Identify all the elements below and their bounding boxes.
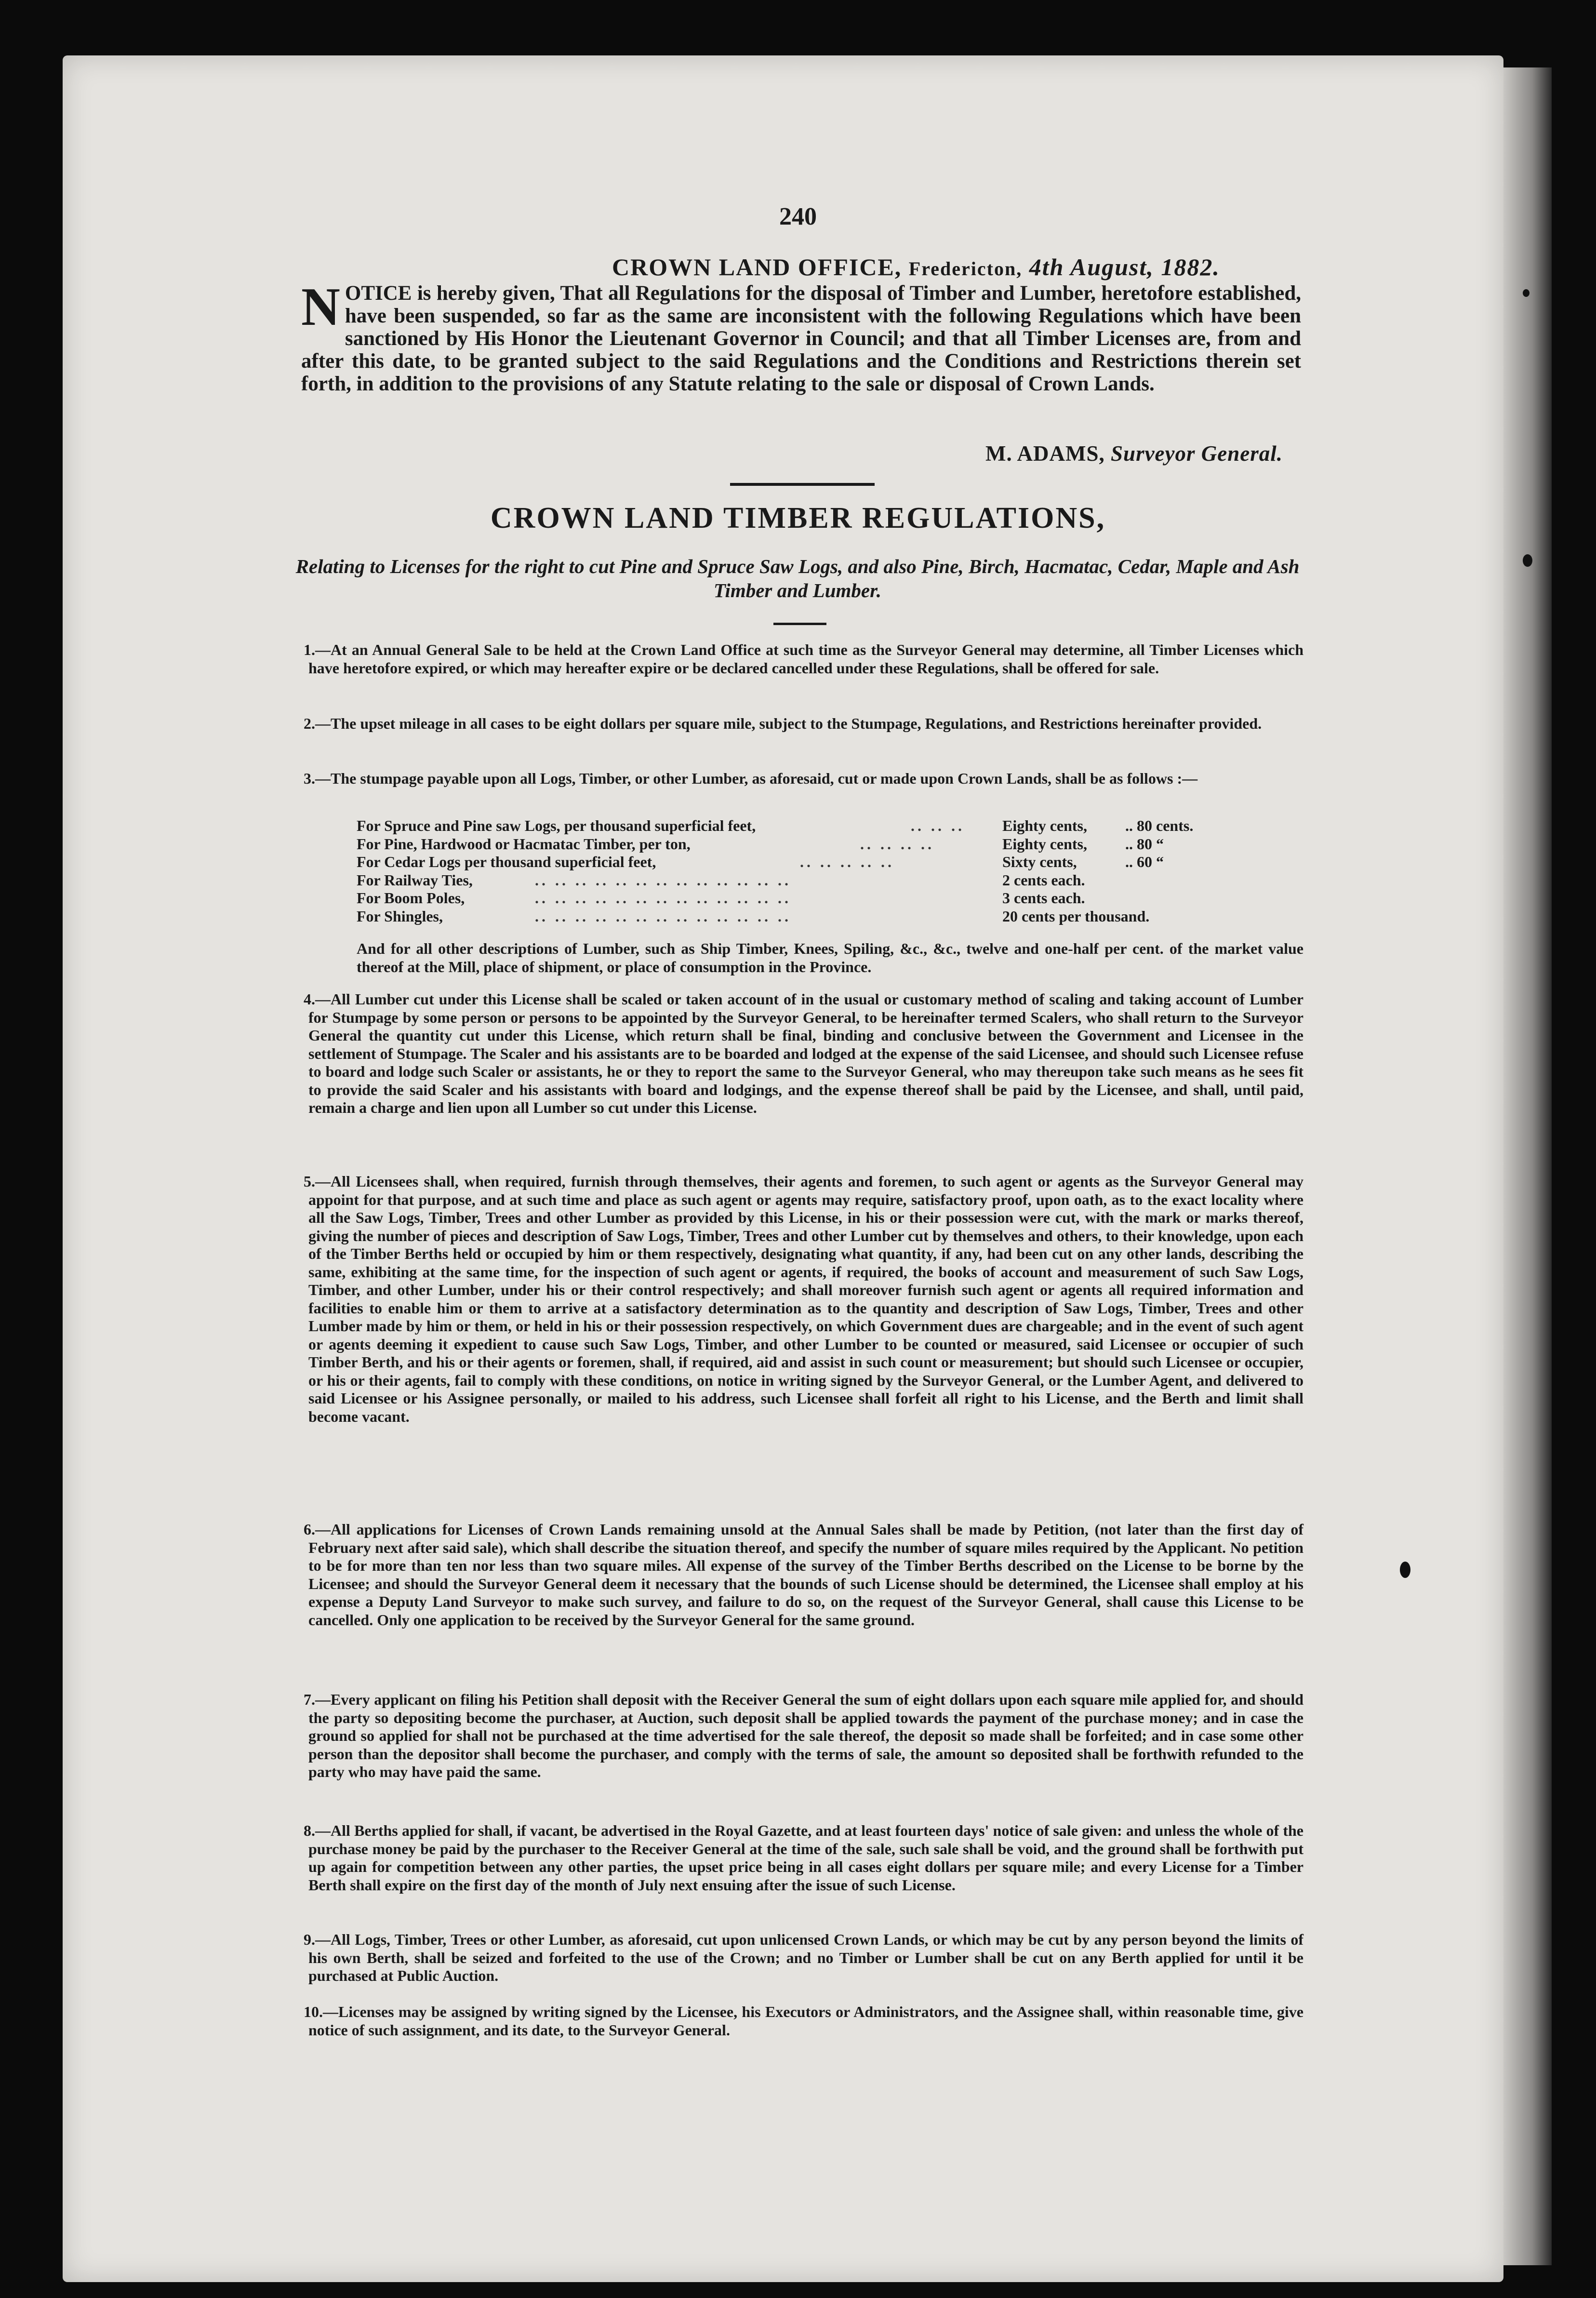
stumpage-row — [357, 889, 1272, 908]
stumpage-leader: .. .. .. .. — [860, 835, 934, 853]
regulation-section — [304, 715, 1303, 733]
regulation-section — [304, 1691, 1303, 1781]
divider-rule-small — [773, 623, 826, 625]
regulation-section — [304, 1173, 1303, 1426]
signatory-name: M. ADAMS, — [985, 441, 1105, 466]
regulation-section — [304, 641, 1303, 677]
page-edge — [1503, 67, 1552, 2265]
section-number: 5. — [304, 1173, 315, 1190]
stumpage-rate: 3 cents each. — [1002, 889, 1085, 907]
dateline — [612, 253, 1220, 281]
stumpage-table — [357, 817, 1272, 925]
edge-mark — [1523, 289, 1530, 297]
section-text: —All applications for Licenses of Crown Lands remaining unsold at the Annual Sales shall be made by Petition, (not later than the first day of February next after said sale), which shall describe the situation thereof, and specify the number of square miles required by the Applicant. No petition to be for more than ten nor less than two square miles. All expense of the survey of the Timber Berths described on the License to be borne by the Licensee; and should the Surveyor General deem it necessary that the bounds of such License should be determined, the Licensee shall employ at his expense a Deputy Land Surveyor to make such survey, and failure to do so, on the request of the Surveyor General, shall cause this License to be cancelled. Only one application to be received by the Surveyor General for the same ground. — [308, 1521, 1303, 1629]
stumpage-item: For Shingles, — [357, 907, 443, 925]
regulation-section — [304, 770, 1303, 788]
stumpage-rate: Eighty cents, — [1002, 817, 1087, 834]
stumpage-rate: 2 cents each. — [1002, 871, 1085, 889]
section-text: —All Licensees shall, when required, furnish through themselves, their agents and foremen, to such agent or agents as the Surveyor General may appoint for that purpose, and at such time and place as such agent or agents may require, satisfactory proof, upon oath, as to the exact locality where all the Saw Logs, Timber, Trees and other Lumber as provided by this License, in his or their possession were cut, with the mark or marks thereof, giving the number of pieces and description of Saw Logs, Timber, Trees and other Lumber cut by themselves and others, to their knowledge, upon each of the Timber Berths held or occupied by him or them respectively, designating what quantity, if any, had been cut on any other lands, describing the same, exhibiting at the same time, for the inspection of such agent or agents, if required, the books of account and measurement of such Saw Logs, Timber, and other Lumber, under his or their control respectively; and shall moreover furnish such agent or agents all required information and facilities to enable him or them to arrive at a satisfactory determination as to the quantity and description of Saw Logs, Timber, Trees and other Lumber made by him or them, or held in his or their possession respectively, on which Government dues are chargeable; and in the event of such agent or agents deeming it expedient to cause such Saw Logs, Timber, and other Lumber to be counted or measured, said Licensee or occupier of such Timber Berth, and his or their agents or foremen, shall, if required, aid and assist in such count or measurement; but should such Licensee or occupier, or his or their agents, fail to comply with these conditions, on notice in writing signed by the Surveyor General, or the Lumber Agent, and delivered to said Licensee or his Assignee personally, or mailed to his address, such Licensee shall forfeit all right to his License, and the Berth and limit shall become vacant. — [308, 1173, 1303, 1425]
stumpage-item: For Pine, Hardwood or Hacmatac Timber, per ton, — [357, 835, 691, 853]
section-number: 7. — [304, 1691, 315, 1708]
stumpage-rate: 20 cents per thousand. — [1002, 907, 1150, 925]
section-text: —Licenses may be assigned by writing signed by the Licensee, his Executors or Administrators, and the Assignee shall, within reasonable time, give notice of such assignment, and its date, to the Surveyor General. — [308, 2003, 1303, 2039]
stumpage-rate: Eighty cents, — [1002, 835, 1087, 853]
stumpage-item: For Railway Ties, — [357, 871, 473, 889]
section-number: 3. — [304, 770, 315, 787]
stumpage-item: For Spruce and Pine saw Logs, per thousand superficial feet, — [357, 817, 756, 834]
stumpage-other-lumber: And for all other descriptions of Lumber, such as Ship Timber, Knees, Spiling, &c., &c., twelve and one-half per cent. of the market value thereof at the Mill, place of shipment, or place of consumption in the Province. — [357, 940, 1303, 975]
section-number: 2. — [304, 715, 315, 732]
regulation-section — [304, 2003, 1303, 2039]
section-number: 8. — [304, 1822, 315, 1839]
signature — [985, 441, 1283, 466]
stumpage-amount: .. 80 “ — [1125, 835, 1164, 853]
dateline-place: Fredericton, — [908, 258, 1023, 280]
section-text: —All Logs, Timber, Trees or other Lumber, as aforesaid, cut upon unlicensed Crown Lands, or which may be cut by any person beyond the limits of his own Berth, shall be seized and forfeited to the use of the Crown; and no Timber or Lumber shall be cut on any Berth applied for until it be purchased at Public Auction. — [308, 1931, 1303, 1984]
stumpage-item: For Cedar Logs per thousand superficial feet, — [357, 853, 656, 870]
regulations-subtitle: Relating to Licenses for the right to cut Pine and Spruce Saw Logs, and also Pine, Birch, Hacmatac, Cedar, Maple and Ash Timber and Lumber. — [295, 555, 1300, 601]
section-number: 4. — [304, 990, 315, 1008]
section-text: —The stumpage payable upon all Logs, Timber, or other Lumber, as aforesaid, cut or made upon Crown Lands, shall be as follows :— — [315, 770, 1198, 787]
signatory-title: Surveyor General. — [1111, 441, 1283, 466]
section-number: 10. — [304, 2003, 323, 2020]
stumpage-leader: .. .. .. — [911, 817, 965, 834]
stumpage-amount: .. 80 cents. — [1125, 817, 1194, 834]
regulation-section — [304, 1822, 1303, 1894]
stumpage-item: For Boom Poles, — [357, 889, 465, 907]
stumpage-rate: Sixty cents, — [1002, 853, 1077, 870]
stumpage-leader: .. .. .. .. .. .. .. .. .. .. .. .. .. — [535, 889, 791, 907]
notice-first-word: OTICE — [345, 282, 412, 305]
section-text: —All Lumber cut under this License shall be scaled or taken account of in the usual or customary method of scaling and taking account of Lumber for Stumpage by some person or persons to be appointed by the Surveyor General, to be hereinafter termed Scalers, who shall return to the Surveyor General the quantity cut under this License, which return shall be final, binding and conclusive between the Government and Licensee in the settlement of Stumpage. The Scaler and his assistants are to be boarded and lodged at the expense of the said Licensee, and should such Licensee refuse to board and lodge such Scaler or assistants, he or they to report the same to the Surveyor General, who may thereupon take such means as he sees fit to provide the said Scaler and his assistants with board and lodgings, and the expense thereof shall be paid by the Licensee, and shall, until paid, remain a charge and lien upon all Lumber so cut under this License. — [308, 990, 1303, 1116]
stumpage-leader: .. .. .. .. .. .. .. .. .. .. .. .. .. — [535, 871, 791, 889]
edge-mark — [1523, 554, 1532, 567]
stumpage-leader: .. .. .. .. .. .. .. .. .. .. .. .. .. — [535, 907, 791, 925]
regulation-section — [304, 1931, 1303, 1985]
stumpage-row — [357, 853, 1272, 871]
section-text: —All Berths applied for shall, if vacant, be advertised in the Royal Gazette, and at least fourteen days' notice of sale given: and unless the whole of the purchase money be paid by the purchaser to the Receiver General at the time of the sale, such sale shall be void, and the ground shall be forthwith put up again for competition between any other parties, the upset price being in all cases eight dollars per square mile; and every License for a Timber Berth shall expire on the first day of the month of July next ensuing after the issue of such License. — [308, 1822, 1303, 1894]
section-text: —The upset mileage in all cases to be eight dollars per square mile, subject to the Stumpage, Regulations, and Restrictions hereinafter provided. — [315, 715, 1262, 732]
notice-paragraph — [301, 277, 1301, 395]
regulation-section — [304, 990, 1303, 1117]
stumpage-leader: .. .. .. .. .. — [800, 853, 894, 870]
notice-dropcap: N — [301, 277, 340, 337]
stumpage-row — [357, 835, 1272, 854]
dateline-date: 4th August, 1882. — [1029, 254, 1220, 281]
ink-blot — [1400, 1562, 1410, 1578]
section-text: —At an Annual General Sale to be held at the Crown Land Office at such time as the Surveyor General may determine, all Timber Licenses which have heretofore expired, or which may hereafter expire or be declared cancelled under these Regulations, shall be offered for sale. — [308, 641, 1303, 677]
page-number: 240 — [779, 203, 817, 230]
regulations-title: CROWN LAND TIMBER REGULATIONS, — [490, 502, 1106, 534]
section-number: 9. — [304, 1931, 315, 1948]
notice-body: is hereby given, That all Regulations for the disposal of Timber and Lumber, heretofore established, have been suspended, so far as the same are inconsistent with the following Regulations which have been sanctioned by His Honor the Lieutenant Governor in Council; and that all Timber Licenses are, from and after this date, to be granted subject to the said Regulations and the Conditions and Restrictions therein set forth, in addition to the provisions of any Statute relating to the sale or disposal of Crown Lands. — [301, 282, 1301, 395]
dateline-office: CROWN LAND OFFICE, — [612, 254, 902, 281]
stumpage-row — [357, 908, 1272, 926]
section-text: —Every applicant on filing his Petition shall deposit with the Receiver General the sum of eight dollars upon each square mile applied for, and should the party so depositing become the purchaser, at Auction, such deposit shall be applied towards the payment of the purchase money; and in case the ground so applied for shall not be purchased at the time advertised for the sale thereof, the deposit so made shall be forfeited; and in case some other person than the depositor shall become the purchaser, and comply with the terms of sale, the amount so deposited shall be forthwith refunded to the party who may have paid the same. — [308, 1691, 1303, 1780]
stumpage-amount: .. 60 “ — [1125, 853, 1164, 870]
divider-rule — [730, 483, 875, 486]
stumpage-row — [357, 871, 1272, 890]
regulation-section — [304, 1521, 1303, 1629]
stumpage-row — [357, 817, 1272, 835]
section-number: 6. — [304, 1521, 315, 1538]
section-number: 1. — [304, 641, 315, 658]
